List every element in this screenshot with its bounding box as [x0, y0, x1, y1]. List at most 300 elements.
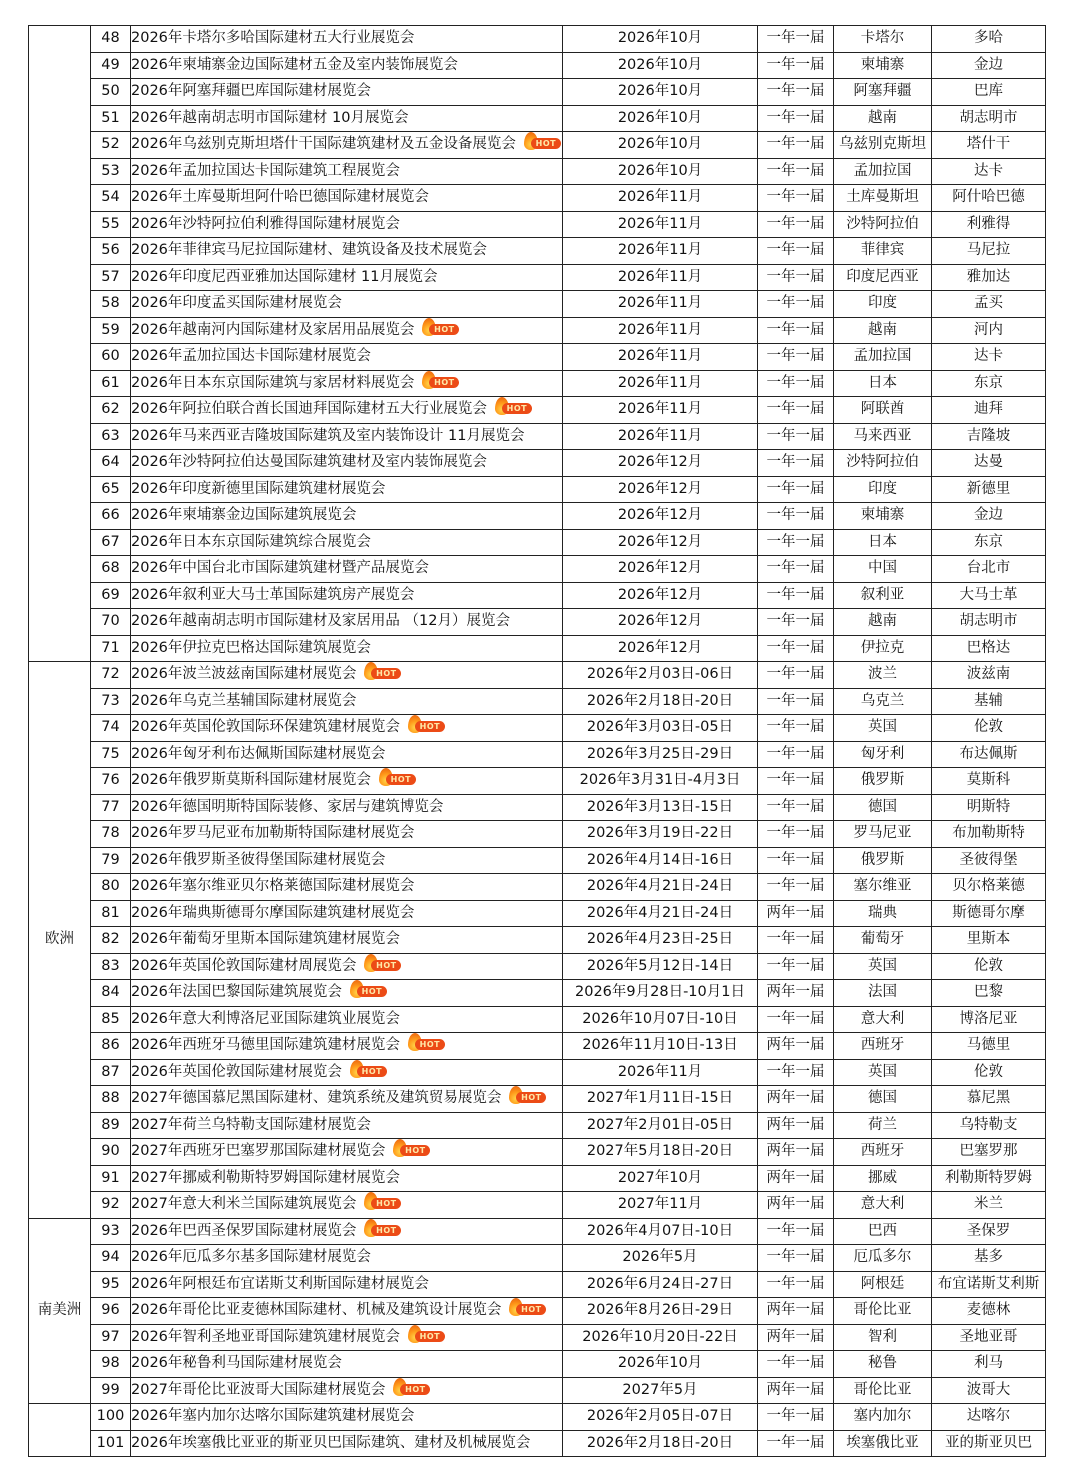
- hot-flame-icon: [364, 1194, 402, 1210]
- region-cell: [29, 1404, 91, 1457]
- exhibition-name-cell: [131, 662, 563, 689]
- country-cell: 菲律宾: [834, 238, 932, 265]
- exhibition-date: 2026年4月21日-24日: [563, 900, 758, 927]
- exhibition-frequency: 一年一届: [758, 52, 834, 79]
- hot-flame-icon: [350, 982, 388, 998]
- exhibition-date: 2026年11月: [563, 1059, 758, 1086]
- table-row: [29, 132, 1046, 159]
- exhibition-date: 2026年12月: [563, 476, 758, 503]
- table-row: [29, 1006, 1046, 1033]
- table-row: [29, 715, 1046, 742]
- country-cell: 日本: [834, 370, 932, 397]
- exhibition-frequency: 一年一届: [758, 556, 834, 583]
- country-cell: 乌兹别克斯坦: [834, 132, 932, 159]
- city-cell: 马德里: [932, 1033, 1046, 1060]
- table-row: [29, 1271, 1046, 1298]
- table-row: [29, 741, 1046, 768]
- hot-flame-icon: [350, 1062, 388, 1078]
- exhibition-frequency: 一年一届: [758, 794, 834, 821]
- hot-badge-label: HOT: [371, 1225, 401, 1236]
- exhibition-name: 2026年印度孟买国际建材展览会: [131, 295, 342, 312]
- city-cell: 巴库: [932, 79, 1046, 106]
- hot-badge-label: HOT: [415, 721, 445, 732]
- exhibition-name-cell: [131, 158, 563, 185]
- table-row: [29, 105, 1046, 132]
- exhibition-date: 2026年11月: [563, 211, 758, 238]
- exhibition-name-cell: [131, 821, 563, 848]
- row-number: 58: [91, 291, 131, 318]
- table-row: [29, 1139, 1046, 1166]
- table-row: [29, 927, 1046, 954]
- exhibition-name: 2026年葡萄牙里斯本国际建筑建材展览会: [131, 931, 400, 948]
- row-number: 80: [91, 874, 131, 901]
- table-row: [29, 370, 1046, 397]
- row-number: 54: [91, 185, 131, 212]
- exhibition-name-cell: [131, 1298, 563, 1325]
- city-cell: 圣地亚哥: [932, 1324, 1046, 1351]
- exhibition-date: 2026年3月31日-4月3日: [563, 768, 758, 795]
- exhibition-frequency: 两年一届: [758, 1324, 834, 1351]
- exhibition-name: 2026年秘鲁利马国际建材展览会: [131, 1355, 342, 1372]
- exhibition-frequency: 一年一届: [758, 609, 834, 636]
- table-body: [29, 26, 1046, 1457]
- exhibition-name-cell: [131, 1271, 563, 1298]
- hot-flame-icon: [509, 1300, 547, 1316]
- exhibition-date: 2026年11月: [563, 397, 758, 424]
- exhibition-name: 2026年阿根廷布宜诺斯艾利斯国际建材展览会: [131, 1275, 429, 1292]
- exhibition-name-cell: [131, 1139, 563, 1166]
- country-cell: 阿根廷: [834, 1271, 932, 1298]
- exhibition-name-cell: [131, 211, 563, 238]
- table-row: [29, 317, 1046, 344]
- exhibition-name: 2026年智利圣地亚哥国际建筑建材展览会: [131, 1328, 400, 1345]
- city-cell: 里斯本: [932, 927, 1046, 954]
- exhibition-name: 2026年塞尔维亚贝尔格莱德国际建材展览会: [131, 878, 415, 895]
- table-row: [29, 1086, 1046, 1113]
- exhibition-date: 2026年11月10日-13日: [563, 1033, 758, 1060]
- table-row: [29, 1377, 1046, 1404]
- row-number: 51: [91, 105, 131, 132]
- exhibition-name-cell: [131, 52, 563, 79]
- country-cell: 阿联酋: [834, 397, 932, 424]
- table-row: [29, 1245, 1046, 1272]
- exhibition-name: 2026年柬埔寨金边国际建材五金及室内装饰展览会: [131, 56, 458, 73]
- country-cell: 意大利: [834, 1192, 932, 1219]
- row-number: 66: [91, 503, 131, 530]
- exhibition-name: 2026年叙利亚大马士革国际建筑房产展览会: [131, 586, 415, 603]
- city-cell: 金边: [932, 52, 1046, 79]
- exhibition-name-cell: [131, 1059, 563, 1086]
- exhibition-date: 2026年3月03日-05日: [563, 715, 758, 742]
- exhibition-date: 2026年2月18日-20日: [563, 1430, 758, 1457]
- exhibition-frequency: 一年一届: [758, 476, 834, 503]
- row-number: 57: [91, 264, 131, 291]
- country-cell: 越南: [834, 609, 932, 636]
- exhibition-name: 2026年德国明斯特国际装修、家居与建筑博览会: [131, 798, 444, 815]
- exhibition-name-cell: [131, 132, 563, 159]
- hot-badge-label: HOT: [502, 403, 532, 414]
- exhibition-frequency: 一年一届: [758, 105, 834, 132]
- exhibition-name: 2027年德国慕尼黑国际建材、建筑系统及建筑贸易展览会: [131, 1090, 502, 1107]
- table-row: [29, 397, 1046, 424]
- city-cell: 博洛尼亚: [932, 1006, 1046, 1033]
- city-cell: 波哥大: [932, 1377, 1046, 1404]
- exhibition-name-cell: [131, 317, 563, 344]
- exhibition-date: 2026年9月28日-10月1日: [563, 980, 758, 1007]
- exhibition-name-cell: [131, 291, 563, 318]
- exhibition-frequency: 一年一届: [758, 582, 834, 609]
- exhibition-name: 2027年挪威利勒斯特罗姆国际建材展览会: [131, 1169, 400, 1186]
- exhibition-name: 2026年匈牙利布达佩斯国际建材展览会: [131, 745, 386, 762]
- exhibition-frequency: 一年一届: [758, 529, 834, 556]
- row-number: 48: [91, 26, 131, 53]
- exhibition-frequency: 两年一届: [758, 1033, 834, 1060]
- exhibition-frequency: 两年一届: [758, 1192, 834, 1219]
- exhibition-frequency: 一年一届: [758, 715, 834, 742]
- exhibition-frequency: 一年一届: [758, 344, 834, 371]
- exhibition-name-cell: [131, 1245, 563, 1272]
- exhibition-name: 2026年越南河内国际建材及家居用品展览会: [131, 321, 415, 338]
- city-cell: 台北市: [932, 556, 1046, 583]
- table-row: [29, 503, 1046, 530]
- exhibition-date: 2026年11月: [563, 238, 758, 265]
- exhibition-frequency: 一年一届: [758, 953, 834, 980]
- exhibition-name: 2026年厄瓜多尔基多国际建材展览会: [131, 1249, 371, 1266]
- row-number: 61: [91, 370, 131, 397]
- exhibition-name: 2026年西班牙马德里国际建筑建材展览会: [131, 1037, 400, 1054]
- country-cell: 葡萄牙: [834, 927, 932, 954]
- row-number: 83: [91, 953, 131, 980]
- exhibition-name: 2027年荷兰乌特勒支国际建材展览会: [131, 1116, 371, 1133]
- city-cell: 利雅得: [932, 211, 1046, 238]
- country-cell: 日本: [834, 529, 932, 556]
- exhibition-frequency: 一年一届: [758, 370, 834, 397]
- exhibition-date: 2026年8月26日-29日: [563, 1298, 758, 1325]
- row-number: 52: [91, 132, 131, 159]
- city-cell: 吉隆坡: [932, 423, 1046, 450]
- exhibition-name: 2026年日本东京国际建筑综合展览会: [131, 533, 371, 550]
- exhibition-name: 2026年马来西亚吉隆坡国际建筑及室内装饰设计 11月展览会: [131, 427, 525, 444]
- row-number: 77: [91, 794, 131, 821]
- hot-badge-label: HOT: [371, 668, 401, 679]
- exhibition-name-cell: [131, 794, 563, 821]
- city-cell: 达卡: [932, 344, 1046, 371]
- table-row: [29, 529, 1046, 556]
- exhibition-name-cell: [131, 529, 563, 556]
- city-cell: 伦敦: [932, 1059, 1046, 1086]
- exhibition-name: 2026年巴西圣保罗国际建材展览会: [131, 1222, 357, 1239]
- exhibition-frequency: 一年一届: [758, 768, 834, 795]
- row-number: 59: [91, 317, 131, 344]
- exhibition-name: 2026年阿拉伯联合酋长国迪拜国际建材五大行业展览会: [131, 401, 487, 418]
- exhibition-name-cell: [131, 105, 563, 132]
- table-row: [29, 1033, 1046, 1060]
- row-number: 78: [91, 821, 131, 848]
- exhibition-frequency: 一年一届: [758, 927, 834, 954]
- country-cell: 德国: [834, 794, 932, 821]
- exhibition-frequency: 两年一届: [758, 1377, 834, 1404]
- city-cell: 利马: [932, 1351, 1046, 1378]
- hot-flame-icon: [495, 399, 533, 415]
- exhibition-name: 2026年沙特阿拉伯达曼国际建筑建材及室内装饰展览会: [131, 454, 487, 471]
- exhibition-name: 2026年埃塞俄比亚亚的斯亚贝巴国际建筑、建材及机械展览会: [131, 1434, 531, 1451]
- row-number: 56: [91, 238, 131, 265]
- exhibition-date: 2026年11月: [563, 185, 758, 212]
- hot-flame-icon: [364, 1221, 402, 1237]
- table-row: [29, 79, 1046, 106]
- country-cell: 塞尔维亚: [834, 874, 932, 901]
- city-cell: 达喀尔: [932, 1404, 1046, 1431]
- hot-badge-label: HOT: [516, 1304, 546, 1315]
- table-row: [29, 1298, 1046, 1325]
- exhibition-name-cell: [131, 688, 563, 715]
- country-cell: 乌克兰: [834, 688, 932, 715]
- hot-flame-icon: [364, 956, 402, 972]
- row-number: 98: [91, 1351, 131, 1378]
- exhibition-frequency: 一年一届: [758, 317, 834, 344]
- city-cell: 胡志明市: [932, 105, 1046, 132]
- exhibition-frequency: 两年一届: [758, 1139, 834, 1166]
- exhibition-frequency: 一年一届: [758, 847, 834, 874]
- exhibition-name-cell: [131, 1377, 563, 1404]
- exhibition-name-cell: [131, 344, 563, 371]
- exhibition-name: 2026年瑞典斯德哥尔摩国际建筑建材展览会: [131, 904, 415, 921]
- exhibition-frequency: 一年一届: [758, 132, 834, 159]
- row-number: 76: [91, 768, 131, 795]
- row-number: 86: [91, 1033, 131, 1060]
- city-cell: 巴黎: [932, 980, 1046, 1007]
- city-cell: 迪拜: [932, 397, 1046, 424]
- row-number: 71: [91, 635, 131, 662]
- exhibition-date: 2027年1月11日-15日: [563, 1086, 758, 1113]
- exhibition-date: 2026年12月: [563, 582, 758, 609]
- table-row: [29, 344, 1046, 371]
- table-row: [29, 1430, 1046, 1457]
- exhibition-frequency: 一年一届: [758, 450, 834, 477]
- exhibition-name: 2027年意大利米兰国际建筑展览会: [131, 1196, 357, 1213]
- exhibition-name-cell: [131, 1086, 563, 1113]
- table-row: [29, 1404, 1046, 1431]
- exhibition-name-cell: [131, 423, 563, 450]
- table-row: [29, 900, 1046, 927]
- table-row: [29, 264, 1046, 291]
- country-cell: 俄罗斯: [834, 768, 932, 795]
- city-cell: 布达佩斯: [932, 741, 1046, 768]
- exhibition-frequency: 一年一届: [758, 158, 834, 185]
- country-cell: 塞内加尔: [834, 1404, 932, 1431]
- exhibition-date: 2026年10月: [563, 158, 758, 185]
- exhibition-date: 2026年10月: [563, 1351, 758, 1378]
- row-number: 93: [91, 1218, 131, 1245]
- exhibition-date: 2027年5月: [563, 1377, 758, 1404]
- exhibition-date: 2026年5月12日-14日: [563, 953, 758, 980]
- exhibition-date: 2026年11月: [563, 370, 758, 397]
- city-cell: 麦德林: [932, 1298, 1046, 1325]
- exhibition-name-cell: [131, 397, 563, 424]
- exhibition-frequency: 一年一届: [758, 211, 834, 238]
- exhibition-date: 2026年3月13日-15日: [563, 794, 758, 821]
- row-number: 82: [91, 927, 131, 954]
- country-cell: 孟加拉国: [834, 158, 932, 185]
- exhibition-name: 2026年塞内加尔达喀尔国际建筑建材展览会: [131, 1408, 415, 1425]
- exhibition-frequency: 两年一届: [758, 1112, 834, 1139]
- exhibition-frequency: 两年一届: [758, 1086, 834, 1113]
- table-row: [29, 1351, 1046, 1378]
- row-number: 81: [91, 900, 131, 927]
- country-cell: 匈牙利: [834, 741, 932, 768]
- country-cell: 俄罗斯: [834, 847, 932, 874]
- hot-badge-label: HOT: [386, 774, 416, 785]
- table-row: [29, 158, 1046, 185]
- city-cell: 雅加达: [932, 264, 1046, 291]
- exhibition-name-cell: [131, 238, 563, 265]
- exhibition-name-cell: [131, 953, 563, 980]
- country-cell: 英国: [834, 953, 932, 980]
- city-cell: 布宜诺斯艾利斯: [932, 1271, 1046, 1298]
- country-cell: 伊拉克: [834, 635, 932, 662]
- table-row: [29, 476, 1046, 503]
- city-cell: 基多: [932, 1245, 1046, 1272]
- exhibition-name-cell: [131, 1165, 563, 1192]
- hot-flame-icon: [408, 1035, 446, 1051]
- exhibition-name-cell: [131, 980, 563, 1007]
- exhibition-frequency: 一年一届: [758, 1059, 834, 1086]
- exhibition-name-cell: [131, 264, 563, 291]
- row-number: 96: [91, 1298, 131, 1325]
- exhibition-frequency: 两年一届: [758, 980, 834, 1007]
- country-cell: 叙利亚: [834, 582, 932, 609]
- country-cell: 哥伦比亚: [834, 1377, 932, 1404]
- country-cell: 西班牙: [834, 1033, 932, 1060]
- exhibition-name: 2026年英国伦敦国际环保建筑建材展览会: [131, 719, 400, 736]
- row-number: 60: [91, 344, 131, 371]
- exhibition-date: 2026年2月18日-20日: [563, 688, 758, 715]
- country-cell: 马来西亚: [834, 423, 932, 450]
- row-number: 89: [91, 1112, 131, 1139]
- country-cell: 英国: [834, 1059, 932, 1086]
- exhibition-date: 2026年5月: [563, 1245, 758, 1272]
- exhibition-name: 2026年英国伦敦国际建材展览会: [131, 1063, 342, 1080]
- hot-badge-label: HOT: [371, 1198, 401, 1209]
- city-cell: 巴格达: [932, 635, 1046, 662]
- hot-badge-label: HOT: [400, 1384, 430, 1395]
- row-number: 70: [91, 609, 131, 636]
- exhibition-name: 2026年俄罗斯莫斯科国际建材展览会: [131, 772, 371, 789]
- row-number: 53: [91, 158, 131, 185]
- table-row: [29, 582, 1046, 609]
- region-cell: 欧洲: [29, 662, 91, 1219]
- exhibition-name-cell: [131, 1033, 563, 1060]
- exhibition-date: 2026年12月: [563, 503, 758, 530]
- exhibition-date: 2027年2月01日-05日: [563, 1112, 758, 1139]
- row-number: 101: [91, 1430, 131, 1457]
- hot-badge-label: HOT: [415, 1039, 445, 1050]
- hot-flame-icon: [393, 1141, 431, 1157]
- exhibition-name: 2026年印度新德里国际建筑建材展览会: [131, 480, 386, 497]
- exhibition-name: 2026年中国台北市国际建筑建材暨产品展览会: [131, 560, 429, 577]
- city-cell: 慕尼黑: [932, 1086, 1046, 1113]
- row-number: 55: [91, 211, 131, 238]
- exhibition-name-cell: [131, 556, 563, 583]
- country-cell: 荷兰: [834, 1112, 932, 1139]
- exhibition-frequency: 两年一届: [758, 1165, 834, 1192]
- exhibition-date: 2026年12月: [563, 529, 758, 556]
- city-cell: 东京: [932, 529, 1046, 556]
- table-row: [29, 768, 1046, 795]
- exhibition-date: 2026年3月25日-29日: [563, 741, 758, 768]
- hot-badge-label: HOT: [429, 377, 459, 388]
- exhibition-name-cell: [131, 635, 563, 662]
- country-cell: 印度尼西亚: [834, 264, 932, 291]
- city-cell: 圣彼得堡: [932, 847, 1046, 874]
- exhibition-name-cell: [131, 582, 563, 609]
- exhibition-frequency: 一年一届: [758, 291, 834, 318]
- exhibition-frequency: 一年一届: [758, 185, 834, 212]
- exhibition-date: 2027年11月: [563, 1192, 758, 1219]
- table-row: [29, 688, 1046, 715]
- exhibition-name-cell: [131, 1351, 563, 1378]
- exhibition-name-cell: [131, 1324, 563, 1351]
- row-number: 64: [91, 450, 131, 477]
- exhibition-date: 2026年2月05日-07日: [563, 1404, 758, 1431]
- exhibition-date: 2026年11月: [563, 264, 758, 291]
- row-number: 74: [91, 715, 131, 742]
- hot-flame-icon: [364, 664, 402, 680]
- exhibition-name: 2026年阿塞拜疆巴库国际建材展览会: [131, 83, 371, 100]
- row-number: 63: [91, 423, 131, 450]
- table-row: [29, 609, 1046, 636]
- table-row: [29, 291, 1046, 318]
- hot-badge-label: HOT: [357, 986, 387, 997]
- city-cell: 塔什干: [932, 132, 1046, 159]
- city-cell: 多哈: [932, 26, 1046, 53]
- city-cell: 巴塞罗那: [932, 1139, 1046, 1166]
- exhibition-date: 2026年11月: [563, 291, 758, 318]
- exhibition-name: 2026年日本东京国际建筑与家居材料展览会: [131, 374, 415, 391]
- exhibition-date: 2026年10月: [563, 132, 758, 159]
- country-cell: 印度: [834, 476, 932, 503]
- row-number: 65: [91, 476, 131, 503]
- country-cell: 埃塞俄比亚: [834, 1430, 932, 1457]
- exhibition-date: 2026年3月19日-22日: [563, 821, 758, 848]
- city-cell: 圣保罗: [932, 1218, 1046, 1245]
- region-cell: [29, 26, 91, 662]
- row-number: 91: [91, 1165, 131, 1192]
- country-cell: 波兰: [834, 662, 932, 689]
- exhibition-name-cell: [131, 1218, 563, 1245]
- exhibition-name: 2026年罗马尼亚布加勒斯特国际建材展览会: [131, 825, 415, 842]
- exhibition-frequency: 一年一届: [758, 1271, 834, 1298]
- exhibition-frequency: 一年一届: [758, 874, 834, 901]
- row-number: 97: [91, 1324, 131, 1351]
- exhibition-date: 2026年4月14日-16日: [563, 847, 758, 874]
- table-row: [29, 874, 1046, 901]
- exhibition-name-cell: [131, 900, 563, 927]
- country-cell: 巴西: [834, 1218, 932, 1245]
- exhibition-name: 2026年柬埔寨金边国际建筑展览会: [131, 507, 357, 524]
- exhibition-date: 2026年12月: [563, 556, 758, 583]
- exhibition-frequency: 一年一届: [758, 503, 834, 530]
- exhibition-name-cell: [131, 847, 563, 874]
- country-cell: 挪威: [834, 1165, 932, 1192]
- hot-flame-icon: [422, 320, 460, 336]
- exhibition-date: 2026年10月: [563, 52, 758, 79]
- hot-badge-label: HOT: [357, 1066, 387, 1077]
- exhibition-date: 2026年11月: [563, 423, 758, 450]
- city-cell: 布加勒斯特: [932, 821, 1046, 848]
- row-number: 85: [91, 1006, 131, 1033]
- exhibition-name: 2026年越南胡志明市国际建材及家居用品 （12月）展览会: [131, 613, 510, 630]
